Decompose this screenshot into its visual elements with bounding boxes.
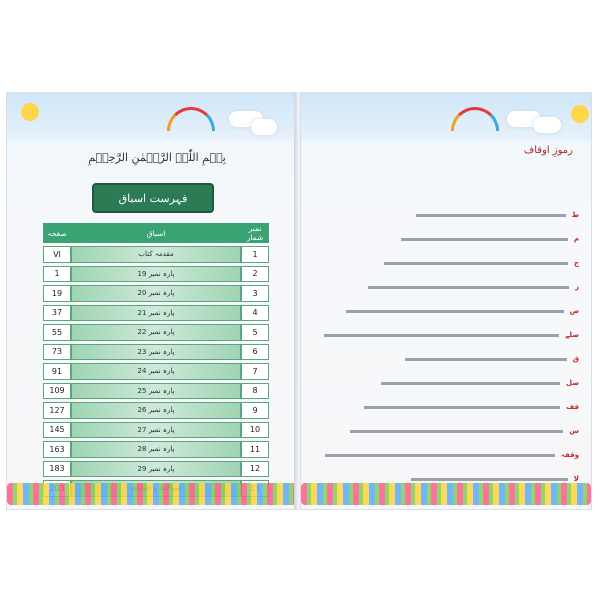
toc-row <box>43 285 269 302</box>
marker-line <box>319 379 579 389</box>
page-number: 19 <box>43 285 71 302</box>
lesson-title: پارہ نمبر 27 <box>71 422 241 439</box>
lesson-title: پارہ نمبر 21 <box>71 305 241 322</box>
stop-marker: لا <box>573 475 579 483</box>
sun-icon <box>571 105 589 123</box>
flower-border <box>301 483 591 505</box>
serial-number: 5 <box>241 324 269 341</box>
serial-number: 11 <box>241 441 269 458</box>
sun-icon <box>21 103 39 121</box>
text-line-placeholder <box>346 310 564 313</box>
toc-title: فہرست اسباق <box>92 183 214 213</box>
marker-line <box>319 235 579 245</box>
marker-line <box>319 427 579 437</box>
serial-number: 12 <box>241 461 269 478</box>
text-line-placeholder <box>364 406 560 409</box>
page-number: 91 <box>43 363 71 380</box>
toc-row <box>43 422 269 439</box>
toc-row <box>43 344 269 361</box>
marker-line <box>319 331 579 341</box>
page-number: 1 <box>43 266 71 283</box>
page-heading: رموزِ اوقاف <box>523 145 573 156</box>
serial-number: 9 <box>241 402 269 419</box>
marker-line <box>319 259 579 269</box>
cloud-icon <box>533 117 561 133</box>
serial-number: 6 <box>241 344 269 361</box>
stop-marker: صلے <box>565 331 579 339</box>
stop-marker: ز <box>574 283 579 291</box>
stop-marker: م <box>573 235 579 243</box>
page-number: 183 <box>43 461 71 478</box>
stop-marker: وقفہ <box>560 451 579 459</box>
toc-row <box>43 246 269 263</box>
toc-row <box>43 305 269 322</box>
toc-row <box>43 441 269 458</box>
lesson-title: پارہ نمبر 26 <box>71 402 241 419</box>
stop-marker: قف <box>566 403 579 411</box>
lesson-title: پارہ نمبر 29 <box>71 461 241 478</box>
body-text <box>319 159 579 483</box>
lesson-title: پارہ نمبر 20 <box>71 285 241 302</box>
header-page: صفحہ <box>43 223 71 243</box>
toc-row <box>43 383 269 400</box>
marker-line <box>319 355 579 365</box>
toc-row <box>43 363 269 380</box>
toc-row <box>43 324 269 341</box>
serial-number: 10 <box>241 422 269 439</box>
marker-line <box>319 211 579 221</box>
stop-marker: صل <box>565 379 579 387</box>
text-line-placeholder <box>416 214 566 217</box>
page-number: VI <box>43 246 71 263</box>
lesson-title: پارہ نمبر 23 <box>71 344 241 361</box>
marker-line <box>319 451 579 461</box>
page-number: 109 <box>43 383 71 400</box>
serial-number: 8 <box>241 383 269 400</box>
marker-line <box>319 307 579 317</box>
text-line-placeholder <box>325 454 555 457</box>
left-page <box>6 92 298 510</box>
toc-row <box>43 402 269 419</box>
page-number: 163 <box>43 441 71 458</box>
page-number: 145 <box>43 422 71 439</box>
flower-border <box>7 483 297 505</box>
serial-number: 2 <box>241 266 269 283</box>
page-number: 37 <box>43 305 71 322</box>
right-page <box>300 92 592 510</box>
open-book <box>6 92 592 510</box>
marker-line <box>319 403 579 413</box>
marker-line <box>319 283 579 293</box>
stop-marker: ق <box>572 355 579 363</box>
lesson-title: پارہ نمبر 22 <box>71 324 241 341</box>
stop-marker: ص <box>569 307 579 315</box>
text-line-placeholder <box>384 262 568 265</box>
lesson-title: پارہ نمبر 24 <box>71 363 241 380</box>
lesson-title: پارہ نمبر 25 <box>71 383 241 400</box>
page-number: 73 <box>43 344 71 361</box>
toc-table <box>43 220 269 500</box>
lesson-title: پارہ نمبر 28 <box>71 441 241 458</box>
stop-marker: س <box>569 427 579 435</box>
serial-number: 3 <box>241 285 269 302</box>
text-line-placeholder <box>324 334 559 337</box>
page-number: 55 <box>43 324 71 341</box>
toc-row <box>43 461 269 478</box>
lesson-title: پارہ نمبر 19 <box>71 266 241 283</box>
serial-number: 7 <box>241 363 269 380</box>
toc-row <box>43 266 269 283</box>
text-line-placeholder <box>401 238 568 241</box>
page-number: 127 <box>43 402 71 419</box>
text-line-placeholder <box>411 478 568 481</box>
text-line-placeholder <box>381 382 560 385</box>
text-line-placeholder <box>405 358 567 361</box>
header-number: نمبر شمار <box>241 223 269 243</box>
text-line-placeholder <box>368 286 569 289</box>
header-lesson: اسباق <box>71 223 241 243</box>
bismillah-heading: بِسۡمِ اللّٰہِ الرَّحۡمٰنِ الرَّحِیۡمِ <box>88 151 226 164</box>
serial-number: 1 <box>241 246 269 263</box>
stop-marker: ج <box>573 259 579 267</box>
text-line-placeholder <box>350 430 563 433</box>
lesson-title: مقدمہ کتاب <box>71 246 241 263</box>
stop-marker: ط <box>571 211 579 219</box>
cloud-icon <box>251 119 277 135</box>
serial-number: 4 <box>241 305 269 322</box>
